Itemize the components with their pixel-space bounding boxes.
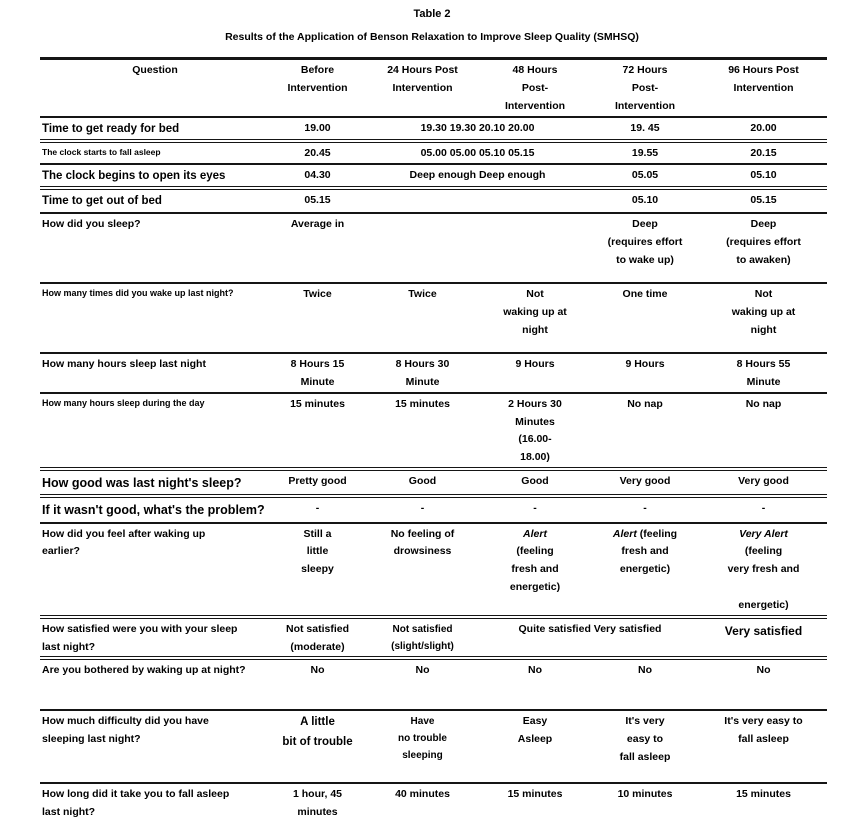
data-cell: 15 minutes [736, 788, 791, 801]
table-row [40, 496, 827, 522]
data-cell: One time [590, 283, 700, 353]
question-cell: Time to get ready for bed [40, 117, 270, 142]
data-cell: No feeling of drowsiness [365, 523, 480, 617]
table-title: Table 2 [413, 8, 451, 20]
data-cell: No nap [700, 393, 827, 469]
data-cell: Deep (requires effort to awaken) [700, 213, 827, 283]
table-row [40, 141, 827, 164]
table-row [40, 469, 827, 496]
column-header: 72 Hours Post- Intervention [590, 59, 700, 117]
table-row [40, 188, 827, 213]
data-cell: Very good [700, 469, 827, 496]
table-row [40, 523, 827, 617]
data-cell: 40 minutes [395, 788, 450, 801]
question-cell: The clock starts to fall asleep [40, 141, 270, 164]
data-cell: Alert (feeling fresh and energetic) [480, 523, 590, 617]
question-cell: How did you sleep? [40, 213, 270, 283]
data-cell: It's very easy to fall asleep [700, 710, 827, 783]
data-cell: Not satisfied (slight/slight) [365, 617, 480, 659]
data-cell: Deep (requires effort to wake up) [590, 213, 700, 283]
data-cell: 05.00 05.00 05.10 05.15 [365, 141, 590, 164]
data-cell: 19.00 [270, 117, 365, 142]
data-cell: 8 Hours 55 Minute [700, 353, 827, 393]
data-cell: 05.15 [700, 188, 827, 213]
data-cell: No nap [590, 393, 700, 469]
data-cell: - [270, 496, 365, 522]
table-row [40, 283, 827, 353]
table-row [40, 710, 827, 783]
table-row [40, 617, 827, 659]
data-cell: No [590, 658, 700, 710]
data-cell: - [480, 496, 590, 522]
data-cell: Very good [590, 469, 700, 496]
data-cell: Have no trouble sleeping [365, 710, 480, 783]
data-cell: Easy Asleep [480, 710, 590, 783]
data-cell: 1 hour, 45 minutes [292, 788, 343, 819]
data-cell: 05.05 [590, 164, 700, 189]
question-cell: How many hours sleep during the day [40, 393, 270, 469]
question-cell: How much difficulty did you have sleeping last night? [40, 710, 270, 783]
table-row [40, 658, 827, 710]
data-cell: 05.15 [270, 188, 365, 213]
data-cell [365, 213, 480, 283]
table-row [40, 213, 827, 283]
data-cell: Twice [270, 283, 365, 353]
data-cell: Good [365, 469, 480, 496]
data-cell: 15 minutes [507, 788, 563, 801]
question-cell: Time to get out of bed [40, 188, 270, 213]
data-cell: 20.00 [700, 117, 827, 142]
data-cell: No [480, 658, 590, 710]
data-cell: 8 Hours 15 Minute [270, 353, 365, 393]
data-cell: Still a little sleepy [270, 523, 365, 617]
question-cell: If it wasn't good, what's the problem? [40, 496, 270, 522]
results-table [40, 57, 827, 822]
data-cell: Alert (feeling fresh and energetic) [590, 523, 700, 617]
question-cell: How long did it take you to fall asleep last night? [42, 788, 230, 819]
column-header: 24 Hours Post Intervention [365, 59, 480, 117]
data-cell: Good [480, 469, 590, 496]
table-subtitle: Results of the Application of Benson Relaxation to Improve Sleep Quality (SMHSQ) [225, 31, 639, 43]
column-header: Before Intervention [270, 59, 365, 117]
data-cell: Not waking up at night [480, 283, 590, 353]
data-cell: No [365, 658, 480, 710]
title-block [0, 8, 864, 43]
table-header-row [40, 59, 827, 117]
column-header: 96 Hours Post Intervention [700, 59, 827, 117]
table-row [40, 353, 827, 393]
data-cell: 19. 45 [590, 117, 700, 142]
data-cell [480, 213, 590, 283]
data-cell: A little bit of trouble [270, 710, 365, 783]
table-row [40, 393, 827, 469]
data-cell: Not waking up at night [700, 283, 827, 353]
table-row [40, 117, 827, 142]
question-cell: How many times did you wake up last night? [40, 283, 270, 353]
data-cell: No [700, 658, 827, 710]
question-cell: The clock begins to open its eyes [40, 164, 270, 189]
data-cell: - [700, 496, 827, 522]
data-cell [365, 188, 590, 213]
data-cell: 05.10 [700, 164, 827, 189]
question-cell: How satisfied were you with your sleep last night? [40, 617, 270, 659]
table-row [40, 783, 827, 822]
data-cell: 15 minutes [270, 393, 365, 469]
data-cell: Average in [270, 213, 365, 283]
data-cell: Not satisfied (moderate) [270, 617, 365, 659]
data-cell: No [270, 658, 365, 710]
data-cell: 20.15 [700, 141, 827, 164]
question-column-header: Question [40, 59, 270, 117]
data-cell: Deep enough Deep enough [365, 164, 590, 189]
data-cell: Pretty good [270, 469, 365, 496]
question-cell: Are you bothered by waking up at night? [40, 658, 270, 710]
data-cell: Quite satisfied Very satisfied [480, 617, 700, 659]
question-cell: How did you feel after waking up earlier? [40, 523, 270, 617]
data-cell: 9 Hours [590, 353, 700, 393]
data-cell: 19.30 19.30 20.10 20.00 [365, 117, 590, 142]
data-cell: Very satisfied [700, 617, 827, 659]
table-row [40, 164, 827, 189]
column-header: 48 Hours Post- Intervention [480, 59, 590, 117]
data-cell: 04.30 [270, 164, 365, 189]
data-cell: It's very easy to fall asleep [590, 710, 700, 783]
data-cell: 8 Hours 30 Minute [365, 353, 480, 393]
data-cell: 05.10 [590, 188, 700, 213]
question-cell: How good was last night's sleep? [40, 469, 270, 496]
data-cell: 19.55 [590, 141, 700, 164]
data-cell: 15 minutes [365, 393, 480, 469]
data-cell: - [590, 496, 700, 522]
data-cell: 10 minutes [617, 788, 673, 801]
data-cell: - [365, 496, 480, 522]
data-cell: 9 Hours [480, 353, 590, 393]
data-cell: Twice [365, 283, 480, 353]
table-body [40, 117, 827, 822]
data-cell: 20.45 [270, 141, 365, 164]
question-cell: How many hours sleep last night [40, 353, 270, 393]
data-cell: 2 Hours 30 Minutes (16.00- 18.00) [480, 393, 590, 469]
data-cell: Very Alert (feeling very fresh and energetic) [700, 523, 827, 617]
